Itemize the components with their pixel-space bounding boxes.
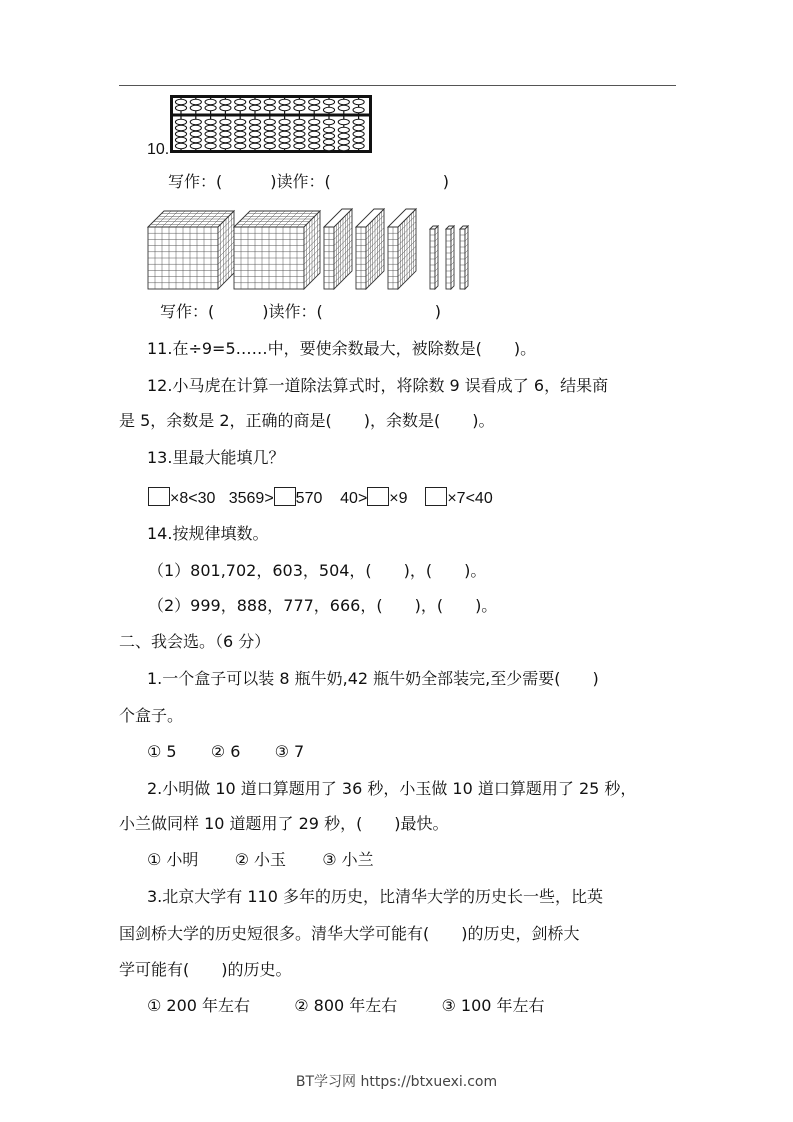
section2-heading: 二、我会选。（6 分） <box>119 632 271 651</box>
answer-box <box>367 487 389 506</box>
option-2: ② 小玉 <box>234 850 287 869</box>
q12-line1: 12.小马虎在计算一道除法算式时，将除数 9 误看成了 6，结果商 <box>147 376 609 395</box>
option-2: ② 800 年左右 <box>294 996 398 1015</box>
s2-q3-line1: 3.北京大学有 110 多年的历史，比清华大学的历史长一些，比英 <box>147 887 603 906</box>
q13-item-2: 3569> <box>228 490 274 507</box>
s2-q3-line2: 国剑桥大学的历史短很多。清华大学可能有( )的历史，剑桥大 <box>119 924 580 943</box>
q13-item-5: ×9 <box>389 490 408 507</box>
q13-item-1: ×8<30 <box>170 490 216 507</box>
answer-box <box>148 487 170 506</box>
q13-item-4: 40> <box>340 490 368 507</box>
s2-q1-options <box>147 742 304 762</box>
s2-q2-line1: 2.小明做 10 道口算题用了 36 秒，小玉做 10 道口算题用了 25 秒， <box>147 779 637 798</box>
s2-q1-line1: 1.一个盒子可以装 8 瓶牛奶,42 瓶牛奶全部装完,至少需要( ) <box>147 669 599 688</box>
s2-q1-line2: 个盒子。 <box>119 706 184 725</box>
q10-write-read-1: 写作：( )读作：( ) <box>168 172 449 191</box>
footer-watermark: BT学习网 https://btxuexi.com <box>295 1074 498 1090</box>
answer-box <box>425 487 447 506</box>
option-1: ① 小明 <box>147 850 199 869</box>
option-1: ① 5 <box>147 742 177 761</box>
s2-q2-options <box>147 850 374 870</box>
option-1: ① 200 年左右 <box>147 996 251 1015</box>
q10-number: 10. <box>147 141 170 158</box>
option-3: ③ 7 <box>274 742 305 761</box>
q13-item-6: ×7<40 <box>447 490 493 507</box>
q13-title: 13.里最大能填几？ <box>147 448 285 467</box>
q14-part2: （2）999，888，777，666，( )，( )。 <box>148 596 498 615</box>
option-3: ③ 小兰 <box>322 850 374 869</box>
header-rule <box>119 85 676 86</box>
option-3: ③ 100 年左右 <box>441 996 545 1015</box>
option-2: ② 6 <box>210 742 241 761</box>
q14-title: 14.按规律填数。 <box>147 524 269 543</box>
s2-q3-line3: 学可能有( )的历史。 <box>119 960 292 979</box>
q13-items <box>148 487 493 509</box>
answer-box <box>274 487 296 506</box>
base-ten-blocks-figure <box>146 205 476 291</box>
q10-write-read-2: 写作：( )读作：( ) <box>160 302 441 321</box>
s2-q3-options <box>147 996 545 1016</box>
abacus-figure <box>170 95 372 153</box>
q11-text: 11.在÷9=5……中，要使余数最大，被除数是( )。 <box>147 339 537 358</box>
s2-q2-line2: 小兰做同样 10 道题用了 29 秒，( )最快。 <box>119 814 449 833</box>
q14-part1: （1）801,702，603，504，( )，( )。 <box>148 561 487 580</box>
q13-item-3: 570 <box>295 490 323 507</box>
q12-line2: 是 5，余数是 2，正确的商是( )，余数是( )。 <box>119 411 495 430</box>
